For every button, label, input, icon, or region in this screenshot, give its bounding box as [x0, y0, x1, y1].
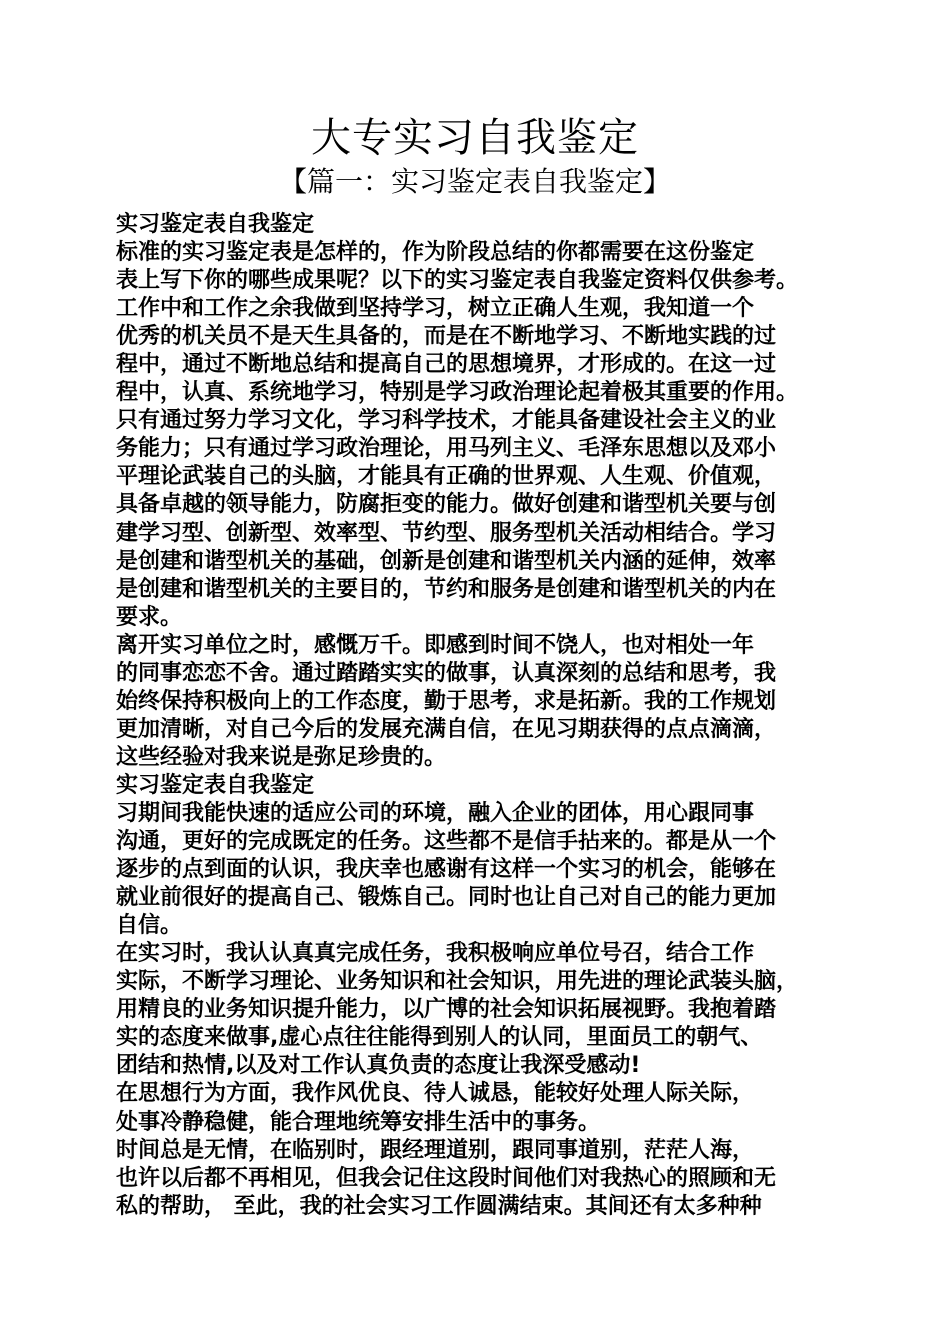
- document-line: 团结和热情,以及对工作认真负责的态度让我深受感动!: [116, 1053, 641, 1079]
- document-title: 大专实习自我鉴定: [311, 115, 639, 161]
- document-line: 优秀的机关员不是天生具备的，而是在不断地学习、不断地实践的过: [116, 324, 777, 350]
- document-line: 只有通过努力学习文化，学习科学技术，才能具备建设社会主义的业: [116, 408, 777, 434]
- document-line: 这些经验对我来说是弥足珍贵的。: [116, 744, 447, 770]
- document-line: 是创建和谐型机关的基础，创新是创建和谐型机关内涵的延伸，效率: [116, 548, 777, 574]
- document-line: 处事冷静稳健，能合理地统筹安排生活中的事务。: [116, 1109, 601, 1135]
- document-line: 实际，不断学习理论、业务知识和社会知识，用先进的理论武装头脑，: [116, 969, 799, 995]
- document-line: 程中，通过不断地总结和提高自己的思想境界，才形成的。在这一过: [116, 352, 777, 378]
- document-line: 实的态度来做事,虚心点往往能得到别人的认同，里面员工的朝气、: [116, 1025, 763, 1051]
- document-line: 实习鉴定表自我鉴定: [116, 772, 315, 798]
- document-line: 工作中和工作之余我做到坚持学习，树立正确人生观，我知道一个: [116, 296, 755, 322]
- document-line: 要求。: [116, 604, 183, 630]
- document-line: 习期间我能快速的适应公司的环境，融入企业的团体，用心跟同事: [116, 800, 755, 826]
- document-line: 程中，认真、系统地学习，特别是学习政治理论起着极其重要的作用。: [116, 380, 799, 406]
- document-line: 离开实习单位之时，感慨万千。即感到时间不饶人，也对相处一年: [116, 632, 755, 658]
- document-line: 在思想行为方面，我作风优良、待人诚恳，能较好处理人际关际，: [116, 1081, 755, 1107]
- document-line: 务能力；只有通过学习政治理论，用马列主义、毛泽东思想以及邓小: [116, 436, 777, 462]
- document-line: 是创建和谐型机关的主要目的，节约和服务是创建和谐型机关的内在: [116, 576, 777, 602]
- document-line: 就业前很好的提高自己、锻炼自己。同时也让自己对自己的能力更加: [116, 885, 777, 911]
- document-line: 具备卓越的领导能力，防腐拒变的能力。做好创建和谐型机关要与创: [116, 492, 777, 518]
- document-line: 在实习时，我认认真真完成任务，我积极响应单位号召，结合工作: [116, 941, 755, 967]
- document-line: 建学习型、创新型、效率型、节约型、服务型机关活动相结合。学习: [116, 520, 777, 546]
- document-line: 的同事恋恋不舍。通过踏踏实实的做事，认真深刻的总结和思考，我: [116, 660, 777, 686]
- document-line: 平理论武装自己的头脑，才能具有正确的世界观、人生观、价值观，: [116, 464, 777, 490]
- document-line: 自信。: [116, 913, 183, 939]
- document-line: 更加清晰，对自己今后的发展充满自信，在见习期获得的点点滴滴，: [116, 716, 777, 742]
- document-line: 实习鉴定表自我鉴定: [116, 212, 315, 237]
- document-line: 逐步的点到面的认识，我庆幸也感谢有这样一个实习的机会，能够在: [116, 857, 777, 883]
- document-line: 时间总是无情，在临别时，跟经理道别，跟同事道别，茫茫人海，: [116, 1137, 755, 1163]
- document-line: 沟通，更好的完成既定的任务。这些都不是信手拈来的。都是从一个: [116, 829, 777, 855]
- document-line: 表上写下你的哪些成果呢？以下的实习鉴定表自我鉴定资料仅供参考。: [116, 268, 799, 294]
- document-line: 私的帮助， 至此，我的社会实习工作圆满结束。其间还有太多种种: [116, 1193, 762, 1219]
- document-line: 标准的实习鉴定表是怎样的，作为阶段总结的你都需要在这份鉴定: [116, 240, 755, 266]
- document-subtitle: 【篇一：实习鉴定表自我鉴定】: [278, 165, 671, 198]
- document-line: 也许以后都不再相见，但我会记住这段时间他们对我热心的照顾和无: [116, 1165, 777, 1191]
- document-body: [116, 211, 856, 1221]
- document-line: 始终保持积极向上的工作态度，勤于思考，求是拓新。我的工作规划: [116, 688, 777, 714]
- document-line: 用精良的业务知识提升能力，以广博的社会知识拓展视野。我抱着踏: [116, 997, 777, 1023]
